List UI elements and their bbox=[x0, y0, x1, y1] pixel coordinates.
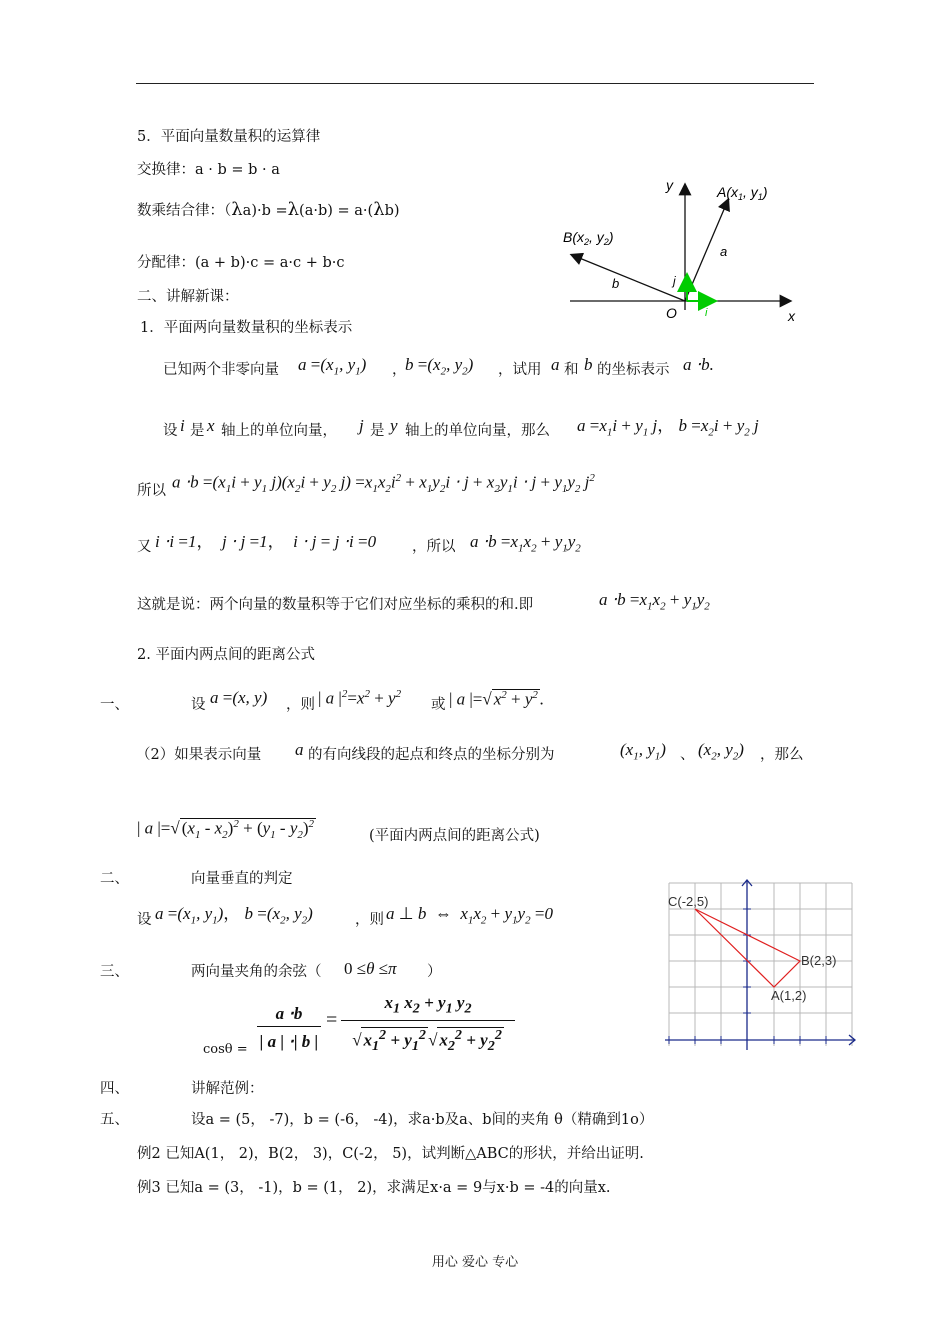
commutative-law: 交换律：a · b = b · a bbox=[137, 162, 280, 178]
lambda-symbol: λ bbox=[287, 199, 300, 220]
lecture-heading: 二、讲解新课： bbox=[137, 289, 239, 305]
lambda-symbol: λ bbox=[231, 199, 243, 220]
is-unit-x: 是 bbox=[190, 423, 205, 439]
or-label: 或 bbox=[431, 697, 446, 713]
known-try: ，试用 bbox=[498, 362, 542, 378]
formula-cos-right-fraction: $\frac{x_1 x_2 + y_1 y_2}{√ x_1^2 + y_1^2 √ x_2^2 + y_2^2}$ bbox=[341, 994, 515, 1053]
formula-start-point: ($x_1$, $y_1$) bbox=[620, 740, 666, 763]
so-label: 所以 bbox=[137, 483, 166, 499]
label-point-c: C(-2,5) bbox=[668, 894, 709, 909]
label-point-b: B(2,3) bbox=[801, 953, 837, 968]
symbol-j: j bbox=[359, 416, 364, 435]
label-point-a: A(1,2) bbox=[771, 988, 807, 1003]
symbol-y: y bbox=[390, 416, 398, 435]
formula-a-def: $a =(x_1$, $y_1$) bbox=[298, 355, 367, 378]
formula-a-dot-b: a ⋅b. bbox=[683, 355, 714, 374]
is-unit-y: 是 bbox=[370, 423, 385, 439]
subsection2-title: 2. 平面内两点间的距离公式 bbox=[137, 647, 315, 663]
y-axis-label: y bbox=[666, 177, 673, 193]
symbol-b: b bbox=[584, 355, 593, 374]
cos-title: 两向量夹角的余弦（ bbox=[191, 964, 322, 980]
example-3: 例3 已知a = (3， -1)，b = (1， 2)，求满足x·a = 9与x·b = -4的向量x. bbox=[137, 1180, 611, 1196]
so2-label: ，所以 bbox=[412, 539, 456, 555]
formula-a-decomp: $a =x_1i + y_1$ j， $b =x_2i + y_2$ j bbox=[577, 416, 759, 439]
then-perp: ，则 bbox=[355, 912, 384, 928]
axis-unit-y: 轴上的单位向量，那么 bbox=[405, 423, 550, 439]
formula-end-point: ($x_2$, $y_2$) bbox=[698, 740, 744, 763]
known-coord: 的坐标表示 bbox=[597, 362, 670, 378]
formula-dot-result-2: $a \cdot b =x_1x_2 + y_1y_2$ bbox=[599, 590, 710, 613]
vector-a-label: a bbox=[720, 244, 728, 259]
item2-sep: 、 bbox=[680, 747, 695, 763]
distributive-law: 分配律：(a + b)·c = a·c + b·c bbox=[137, 255, 345, 271]
formula-cos-left-fraction: $\frac{a \cdot b}{| a | \cdot| b |}$ bbox=[257, 1005, 321, 1050]
let-a-label: 设 bbox=[191, 697, 206, 713]
formula-b-def: $b =(x_2$, $y_2$) bbox=[405, 355, 474, 378]
formula-perp-condition: a ⊥ b ⇔ $x_1x_2 + y_1y_2 =0$ bbox=[386, 904, 553, 927]
header-rule bbox=[136, 83, 814, 84]
formula-magnitude: | a |=√ $x^2 + y^2$ . bbox=[449, 689, 545, 709]
example-2: 例2 已知A(1， 2)，B(2， 3)，C(-2， 5)，试判断△ABC的形状，并给出证明. bbox=[137, 1146, 644, 1162]
axis-unit-x: 轴上的单位向量， bbox=[221, 423, 337, 439]
known-and: 和 bbox=[564, 362, 579, 378]
equals-sign: = bbox=[326, 1009, 338, 1031]
unit-i-label: i bbox=[705, 307, 708, 319]
vector-b-label: b bbox=[612, 276, 620, 291]
let-i: 设 bbox=[163, 423, 178, 439]
item2-text2: 的有向线段的起点和终点的坐标分别为 bbox=[308, 747, 555, 763]
formula-magnitude-squared: | a $|^2=x^2 + y^2$ bbox=[318, 688, 402, 708]
cos-label: cosθ = bbox=[203, 1042, 248, 1057]
triangle-figure bbox=[665, 878, 860, 1058]
numeral-one: 一、 bbox=[100, 697, 129, 713]
numeral-five: 五、 bbox=[100, 1112, 129, 1128]
that-is-line: 这就是说：两个向量的数量积等于它们对应坐标的乘积的和.即 bbox=[137, 597, 534, 613]
x-axis-label: x bbox=[788, 308, 795, 324]
known-prefix: 已知两个非零向量 bbox=[163, 362, 279, 378]
cos-title-end: ） bbox=[427, 964, 442, 980]
formula-distance: | a |=√ $(x_1 - x_2)^2 + (y_1 - y_2)^2$ bbox=[137, 818, 315, 842]
distance-note: (平面内两点间的距离公式) bbox=[369, 828, 540, 844]
numeral-three: 三、 bbox=[100, 964, 129, 980]
section5-title: 5．平面向量数量积的运算律 bbox=[137, 129, 321, 145]
symbol-a: a bbox=[551, 355, 560, 374]
symbol-a-2: a bbox=[295, 740, 304, 759]
example-1: 设a = (5， -7)，b = (-6， -4)，求a·b及a、b间的夹角 θ（精确到1o） bbox=[191, 1112, 654, 1128]
then-label: ，则 bbox=[286, 697, 315, 713]
vector-b-arrow bbox=[572, 255, 685, 301]
assoc-end: b) bbox=[384, 203, 400, 219]
unit-j-label: j bbox=[673, 274, 676, 288]
associative-law bbox=[137, 201, 400, 219]
formula-theta-range: 0 ≤θ ≤π bbox=[344, 959, 397, 978]
numeral-two: 二、 bbox=[100, 871, 129, 887]
symbol-x: x bbox=[207, 416, 215, 435]
examples-title: 讲解范例： bbox=[191, 1081, 264, 1097]
assoc-mid1: a)·b = bbox=[242, 203, 288, 219]
also-label: 又 bbox=[137, 539, 152, 555]
origin-label: O bbox=[666, 305, 677, 321]
item2-text: （2）如果表示向量 bbox=[136, 747, 262, 763]
formula-a-xy: a =(x, y) bbox=[210, 688, 268, 707]
assoc-mid2: (a·b) = a·( bbox=[299, 203, 374, 219]
comma: ， bbox=[392, 362, 407, 378]
formula-ab-def: $a =(x_1$, $y_1$)， $b =(x_2$, $y_2$) bbox=[155, 904, 313, 927]
point-a-label: $A(x_1$, $y_1$) bbox=[717, 184, 768, 202]
page-footer: 用心 爱心 专心 bbox=[431, 1255, 519, 1270]
numeral-four: 四、 bbox=[100, 1081, 129, 1097]
formula-dot-result: $a \cdot b =x_1x_2 + y_1y_2$ bbox=[470, 532, 581, 555]
lambda-symbol: λ bbox=[373, 199, 385, 220]
perp-title: 向量垂直的判定 bbox=[191, 871, 293, 887]
formula-product-expansion: $a \cdot b =(x_1i + y_1$ $j)(x_2i + y_2$ $j) =x_1x_2i^2 + x_1y_2i \cdot j + x_2y_1i \cdot j + y_1y_2$ $j^2$ bbox=[172, 472, 595, 496]
point-b-label: $B(x_2$, $y_2$) bbox=[563, 229, 614, 247]
subsection1-title: 1．平面两向量数量积的坐标表示 bbox=[140, 320, 353, 336]
known-vectors-line bbox=[163, 363, 279, 378]
item2-then: ，那么 bbox=[760, 747, 804, 763]
let-a-label-2: 设 bbox=[137, 912, 152, 928]
formula-unit-products: i ⋅i =1， j ⋅ j =1， i ⋅ j = j ⋅i =0 bbox=[155, 532, 377, 551]
symbol-i: i bbox=[180, 416, 185, 435]
assoc-label: 数乘结合律：（ bbox=[137, 203, 232, 219]
vector-figure bbox=[560, 170, 805, 330]
